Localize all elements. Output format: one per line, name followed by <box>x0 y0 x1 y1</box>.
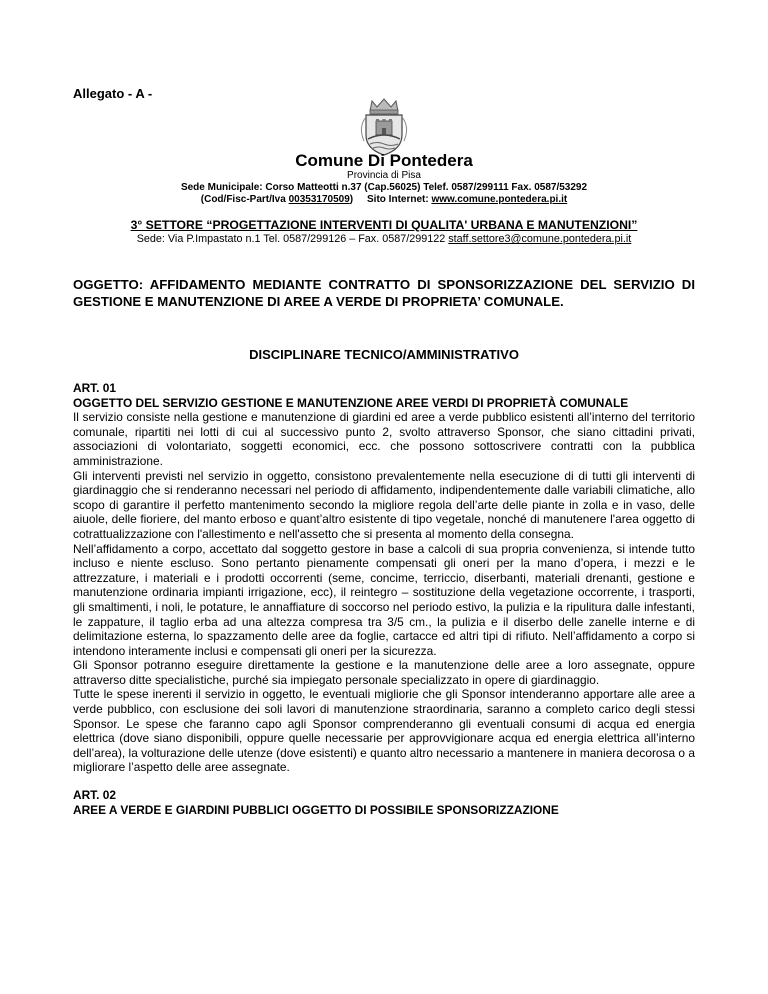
art01-number: ART. 01 <box>73 381 116 395</box>
disciplinare-heading: DISCIPLINARE TECNICO/AMMINISTRATIVO <box>249 347 519 362</box>
comune-title: Comune Di Pontedera <box>295 151 473 170</box>
art01-paragraph: Nell’affidamento a corpo, accettato dal soggetto gestore in base a calcoli di sua propria convenienza, si intende tutto incluso e niente escluso. Sono pertanto pienamente compensati gli oneri per la mano d’opera, i mezzi e le attrezzature, i materiali e i prodotti occorrenti (seme, concime, terriccio, diserbanti, materiali drenanti, gestione e manutenzione ordinaria impianti irrigazione, ecc), il reintegro – sostituzione della vegetazione occorrente, i trasporti, gli smaltimenti, i noli, le potature, le annaffiature di soccorso nel periodo estivo, la pulizia e la ripulitura dalle infestanti, le zappature, il taglio erba ad una altezza compresa tra 3/5 cm., la pulizia e il diserbo delle zanelle interne e di delimitazione esterna, lo spazzamento delle aree da foglie, cartacce ed altri tipi di rifiuto. Nell’affidamento a corpo si intendono interamente inclusi e compensati gli oneri per la sicurezza. <box>73 541 695 658</box>
provincia-label: Provincia di Pisa <box>347 170 421 181</box>
art01-title: OGGETTO DEL SERVIZIO GESTIONE E MANUTENZIONE AREE VERDI DI PROPRIETÀ COMUNALE <box>73 395 629 410</box>
website-link[interactable]: www.comune.pontedera.pi.it <box>431 194 568 205</box>
art02-title: AREE A VERDE E GIARDINI PUBBLICI OGGETTO DI POSSIBILE SPONSORIZZAZIONE <box>73 802 559 817</box>
settore-sede-text: Sede: Via P.Impastato n.1 Tel. 0587/299126 – Fax. 0587/299122 <box>136 233 449 245</box>
art01-paragraph: Tutte le spese inerenti il servizio in oggetto, le eventuali migliorie che gli Sponsor intenderanno apportare alle aree a verde pubblico, con esclusione dei soli lavori di manutenzione straordinaria, saranno a completo carico degli stessi Sponsor. Le spese che faranno capo agli Sponsor comprenderanno gli eventuali consumi di acqua ed energia elettrica (dove siano disponibili, oppure quelle necessarie per approvvigionare acqua ed energia elettrica all’interno dell’area), la volturazione delle utenze (dove esistenti) e quanto altro necessario a mantenere in maniera decorosa o a migliorare l’aspetto delle aree assegnate. <box>73 687 695 775</box>
allegato-label: Allegato - A - <box>73 86 153 101</box>
codfisc-number: 00353170509 <box>288 194 350 205</box>
sito-prefix: Sito Internet: <box>367 194 432 205</box>
coat-of-arms-logo <box>356 97 412 157</box>
art01-paragraph: Gli interventi previsti nel servizio in oggetto, consistono prevalentemente nella esecuzione di di tutti gli interventi di giardinaggio che si renderanno necessari nel periodo di affidamento, indipendentemente dalle variabili climatiche, allo scopo di garantire il perfetto mantenimento secondo la migliore regola dell’arte delle piante in zolla e in vaso, delle aiuole, delle fioriere, del manto erboso e quant’altro esistente di tipo vegetale, nonché di manutenere l'area oggetto di cotrattualizzazione con l'allestimento e nell'assetto che si presenta al momento della consegna. <box>73 468 695 541</box>
sede-municipale-line: Sede Municipale: Corso Matteotti n.37 (Cap.56025) Telef. 0587/299111 Fax. 0587/53292 <box>180 182 588 193</box>
settore-sede-line <box>0 233 768 245</box>
art01-paragraph: Il servizio consiste nella gestione e manutenzione di giardini ed aree a verde pubblico esistenti all’interno del territorio comunale, ripartiti nei lotti di cui al successivo punto 2, svolto attraverso Sponsor, che siano cittadini privati, associazioni di volontariato, soggetti economici, ecc. che possono sottoscrivere contratti con la pubblica amministrazione. <box>73 410 695 468</box>
oggetto-heading: OGGETTO: AFFIDAMENTO MEDIANTE CONTRATTO DI SPONSORIZZAZIONE DEL SERVIZIO DI GESTIONE E MANUTENZIONE DI AREE A VERDE DI PROPRIETA’ COMUNALE. <box>73 277 695 309</box>
document-body <box>73 381 695 817</box>
codfisc-prefix: (Cod/Fisc-Part/Iva <box>200 194 289 205</box>
email-link[interactable]: staff.settore3@comune.pontedera.pi.it <box>448 233 632 245</box>
art02-number: ART. 02 <box>73 788 116 803</box>
codfisc-sito-line <box>0 194 768 205</box>
codfisc-suffix: ) <box>349 194 354 205</box>
art01-paragraph: Gli Sponsor potranno eseguire direttamente la gestione e la manutenzione delle aree a loro assegnate, oppure attraverso ditte specialistiche, purché sia impiegato personale specializzato in opere di giardinaggio. <box>73 658 695 687</box>
spacer <box>73 775 695 788</box>
settore-title: 3° SETTORE “PROGETTAZIONE INTERVENTI DI QUALITA' URBANA E MANUTENZIONI” <box>130 218 638 232</box>
